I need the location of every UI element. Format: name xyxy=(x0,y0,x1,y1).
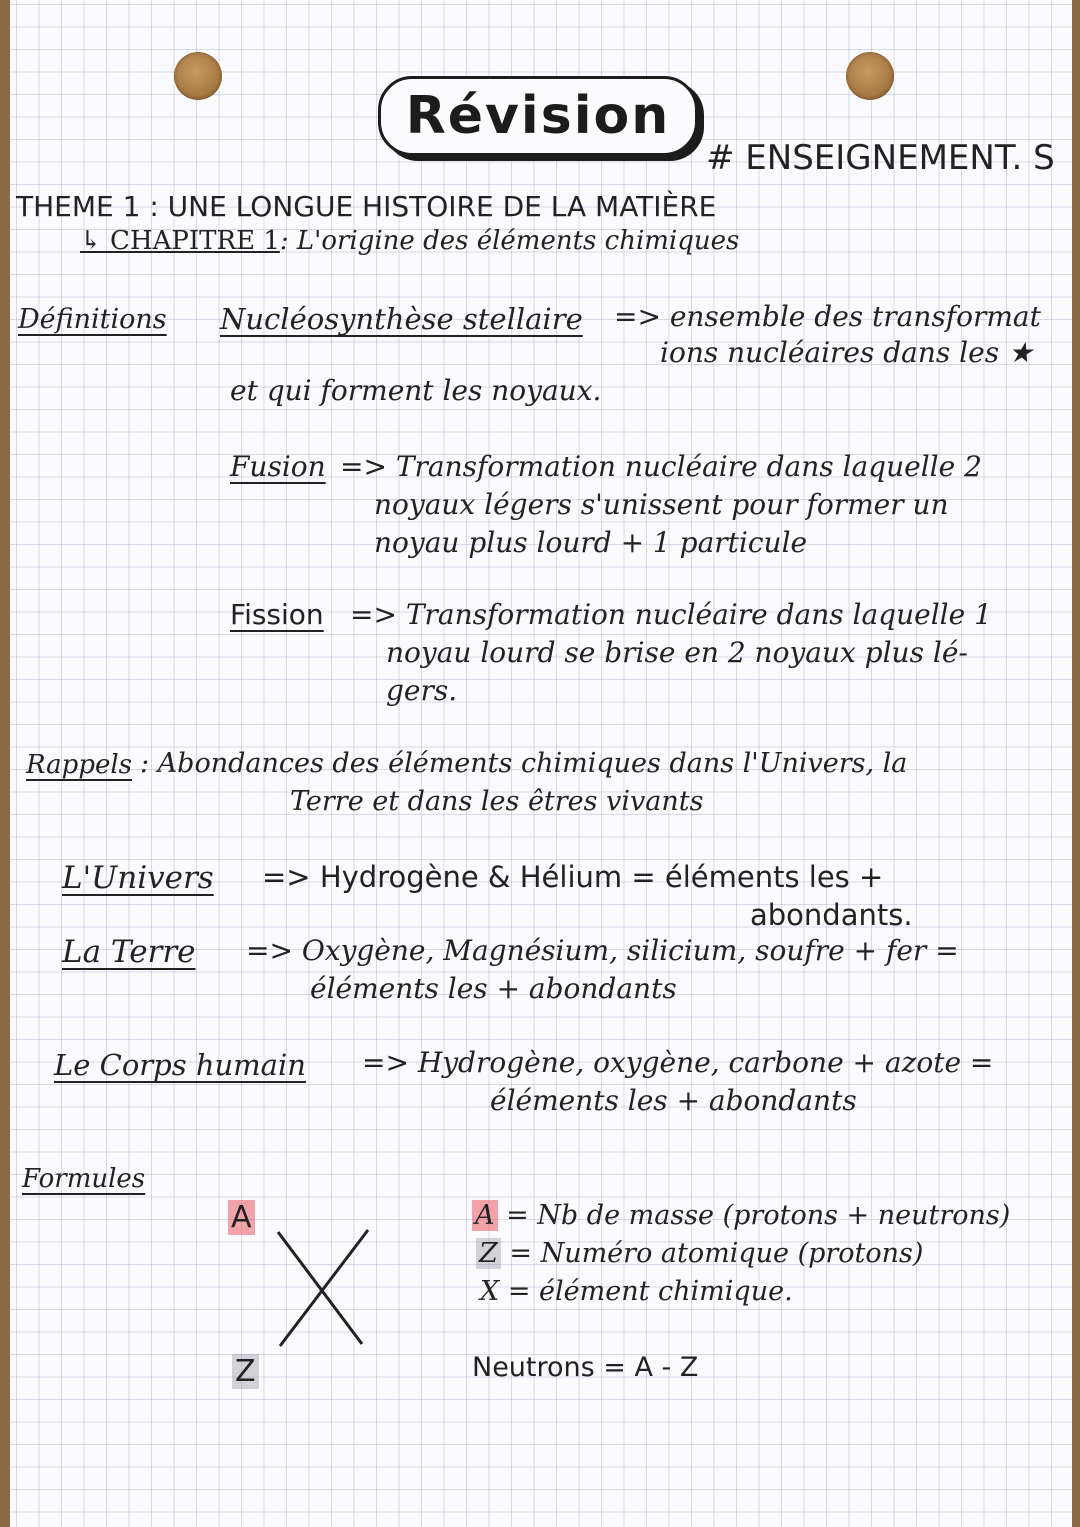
def-z-symbol: Z xyxy=(476,1238,501,1269)
nuclide-symbol-a: A xyxy=(228,1200,255,1235)
rappels-intro-line2: Terre et dans les êtres vivants xyxy=(290,786,704,817)
formula-def-a xyxy=(472,1200,1010,1231)
def-a-text: = Nb de masse (protons + neutrons) xyxy=(506,1200,1011,1231)
formula-def-z xyxy=(476,1238,923,1269)
title-box xyxy=(378,76,698,156)
rappels-heading: Rappels xyxy=(26,750,133,780)
corps-humain-line2: éléments les + abondants xyxy=(490,1084,857,1117)
formula-def-x xyxy=(480,1276,793,1307)
univers-term: L'Univers xyxy=(62,860,214,896)
corps-humain-line1: => Hydrogène, oxygène, carbone + azote = xyxy=(362,1046,994,1079)
terre-line2: éléments les + abondants xyxy=(310,972,677,1005)
fusion-definition-line2: noyaux légers s'unissent pour former un xyxy=(374,488,949,521)
nucleosynthese-term: Nucléosynthèse stellaire xyxy=(220,302,583,336)
fission-definition-line1: => Transformation nucléaire dans laquelle 1 xyxy=(350,598,992,631)
def-z-text: = Numéro atomique (protons) xyxy=(509,1238,924,1269)
element-symbol-x xyxy=(270,1222,380,1352)
univers-line2: abondants. xyxy=(750,898,913,932)
nucleosynthese-definition-line2: ions nucléaires dans les ★ xyxy=(660,336,1034,369)
hashtag-label: # ENSEIGNEMENT. S xyxy=(706,138,1055,178)
nuclide-symbol-z: Z xyxy=(232,1354,259,1389)
formules-heading: Formules xyxy=(22,1164,146,1194)
binder-hole-left xyxy=(174,52,222,100)
fusion-term: Fusion xyxy=(230,450,326,483)
definitions-heading: Définitions xyxy=(18,304,167,335)
nucleosynthese-definition-line1: => ensemble des transformat xyxy=(614,300,1041,333)
binder-hole-right xyxy=(846,52,894,100)
fusion-definition-line1: => Transformation nucléaire dans laquelle 2 xyxy=(340,450,982,483)
rappels-intro-line1: : Abondances des éléments chimiques dans l'Univers, la xyxy=(140,748,908,779)
def-x-symbol: X xyxy=(480,1276,500,1307)
chapter-title: : L'origine des éléments chimiques xyxy=(279,226,740,256)
notebook-page xyxy=(10,0,1072,1527)
fission-definition-line3: gers. xyxy=(386,674,458,707)
def-a-symbol: A xyxy=(472,1200,498,1231)
neutrons-formula: Neutrons = A - Z xyxy=(472,1352,699,1383)
page-title: Révision xyxy=(405,86,671,146)
terre-line1: => Oxygène, Magnésium, silicium, soufre + fer = xyxy=(246,934,959,967)
chapter-heading xyxy=(80,226,739,256)
fission-definition-line2: noyau lourd se brise en 2 noyaux plus lé- xyxy=(386,636,968,669)
corps-humain-term: Le Corps humain xyxy=(54,1048,306,1082)
fusion-definition-line3: noyau plus lourd + 1 particule xyxy=(374,526,808,559)
univers-line1: => Hydrogène & Hélium = éléments les + xyxy=(262,860,884,894)
theme-heading: THEME 1 : UNE LONGUE HISTOIRE DE LA MATIÈRE xyxy=(16,190,717,223)
nucleosynthese-definition-line3: et qui forment les noyaux. xyxy=(230,374,602,407)
chapter-label: ↳ CHAPITRE 1 xyxy=(80,226,280,256)
fission-term: Fission xyxy=(230,598,324,631)
def-x-text: = élément chimique. xyxy=(507,1276,793,1307)
terre-term: La Terre xyxy=(62,934,196,970)
